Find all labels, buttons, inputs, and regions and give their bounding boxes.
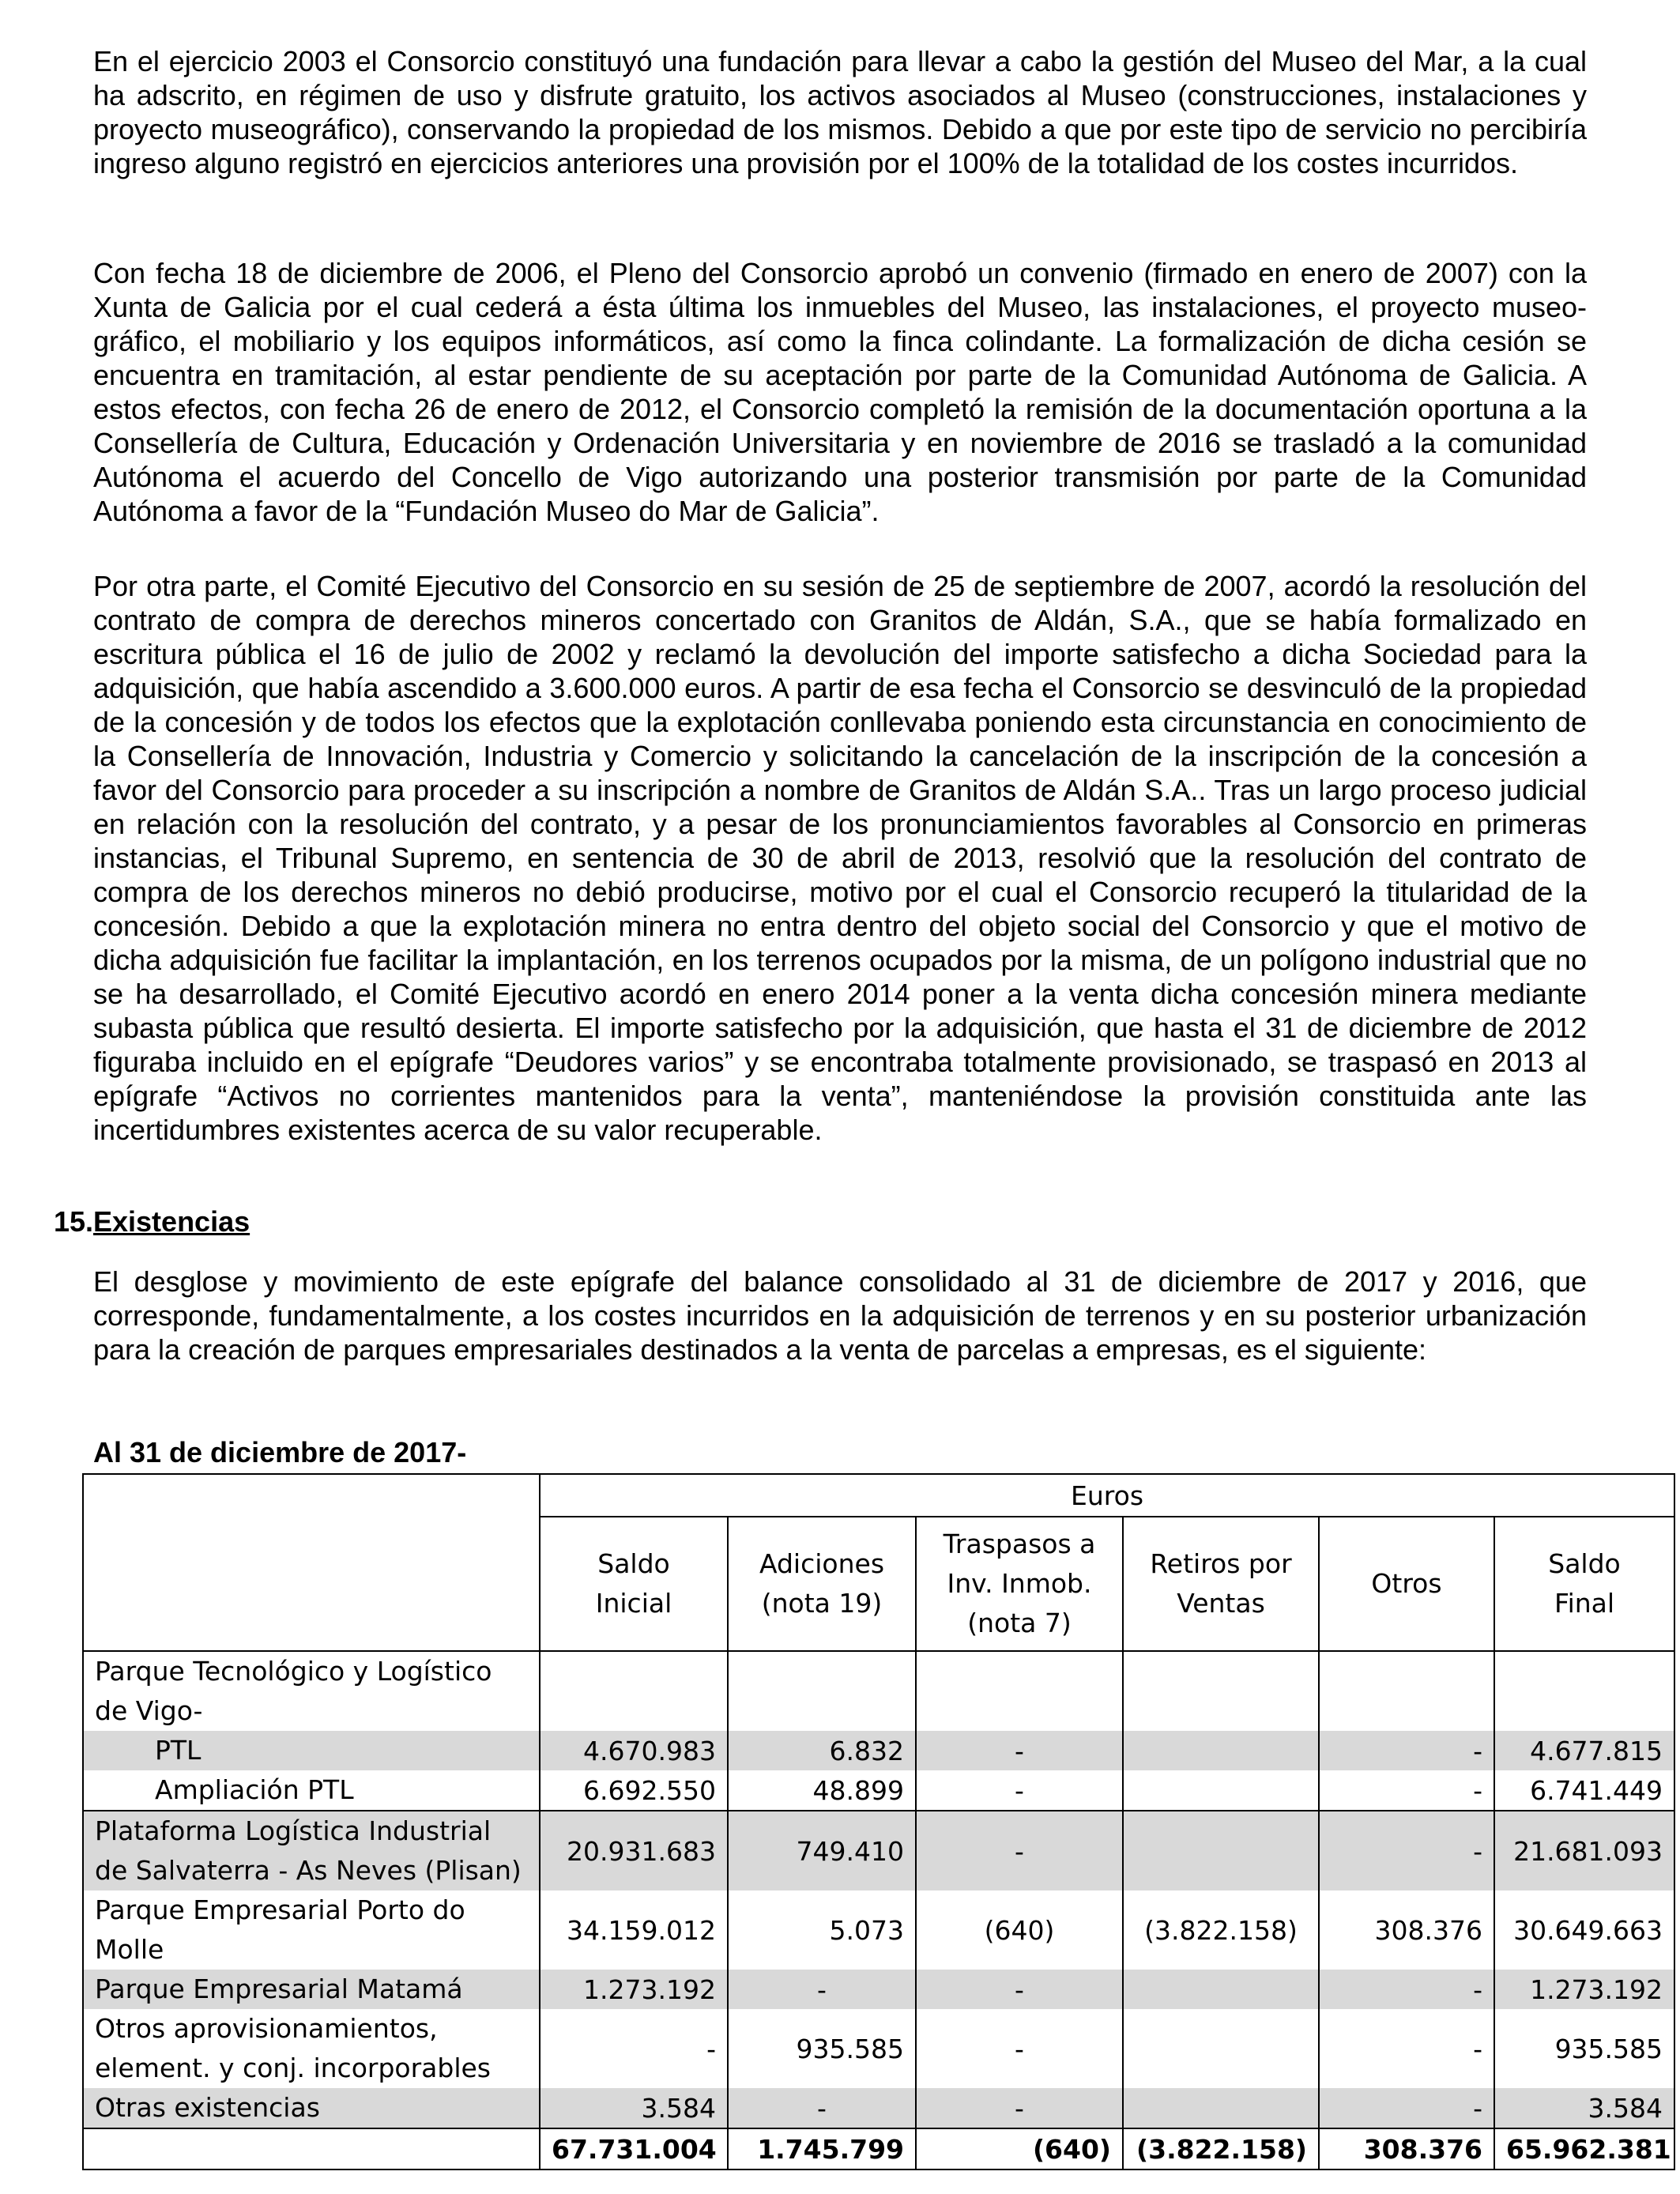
- empty-cell: [728, 1651, 916, 1731]
- row-label: PTL: [83, 1731, 540, 1770]
- table-row: [83, 2009, 1674, 2088]
- header-line: Traspasos a: [943, 1529, 1096, 1559]
- paragraph-convenio-xunta: Con fecha 18 de diciembre de 2006, el Pleno del Consorcio aprobó un convenio (firmado en enero de 2007) con la Xunta de Galicia por el cual cederá a ésta última los inmuebles del Museo, las instalaciones, el proyecto museo-gráfico, el mobiliario y los equipos informáticos, así como la finca colindante. La formalización de dicha cesión se encuentra en tramitación, al estar pendiente de su aceptación por parte de la Comunidad Autónoma de Galicia. A estos efectos, con fecha 26 de enero de 2012, el Consorcio completó la remisión de la documentación oportuna a la Consellería de Cultura, Educación y Ordenación Universitaria y en noviembre de 2016 se trasladó a la comunidad Autónoma el acuerdo del Concello de Vigo autorizando una posterior transmisión por parte de la Comunidad Autónoma a favor de la “Fundación Museo do Mar de Galicia”.: [93, 257, 1587, 527]
- cell-otros: -: [1319, 1770, 1494, 1811]
- table-header-currency-row: [83, 1474, 1674, 1517]
- group-label-line: de Vigo-: [95, 1695, 203, 1726]
- cell-retiros: [1123, 1731, 1319, 1770]
- total-traspasos: (640): [916, 2128, 1123, 2169]
- cell-adiciones: 5.073: [728, 1891, 916, 1970]
- cell-saldo-final: 30.649.663: [1494, 1891, 1674, 1970]
- header-line: Saldo: [597, 1548, 670, 1579]
- paragraph-derechos-mineros: Por otra parte, el Comité Ejecutivo del Consorcio en su sesión de 25 de septiembre de 2007, acordó la resolución del contrato de compra de derechos mineros concertado con Granitos de Aldán, S.A., que se había formalizado en escritura pública el 16 de julio de 2002 y reclamó la devolución del importe satisfecho a dicha Sociedad para la adquisición, que había ascendido a 3.600.000 euros. A partir de esa fecha el Consorcio se desvinculó de la propiedad de la concesión y de todos los efectos que la explotación conllevaba poniendo esta circunstancia en conocimiento de la Consellería de Innovación, Industria y Comercio y solicitando la cancelación de la inscripción de la concesión a favor del Consorcio para proceder a su inscripción a nombre de Granitos de Aldán S.A.. Tras un largo proceso judicial en relación con la resolución del contrato, y a pesar de los pronunciamientos favorables al Consorcio en primeras instancias, el Tribunal Supremo, en sentencia de 30 de abril de 2013, resolvió que la resolución del contrato de compra de los derechos mineros no debió producirse, motivo por el cual el Consorcio recuperó la titularidad de la concesión. Debido a que la explotación minera no entra dentro del objeto social del Consorcio y que el motivo de dicha adquisición fue facilitar la implantación, en los terrenos ocupados por la misma, de un polígono industrial que no se ha desarrollado, el Comité Ejecutivo acordó en enero 2014 poner a la venta dicha concesión minera mediante subasta pública que resultó desierta. El importe satisfecho por la adquisición, que hasta el 31 de diciembre de 2012 figuraba incluido en el epígrafe “Deudores varios” y se encontraba totalmente provisionado, se traspasó en 2013 al epígrafe “Activos no corrientes mantenidos para la venta”, manteniéndose la provisión constituida ante las incertidumbres existentes acerca de su valor recuperable.: [93, 570, 1587, 1146]
- empty-cell: [916, 1651, 1123, 1731]
- table-caption: Al 31 de diciembre de 2017-: [93, 1436, 467, 1468]
- header-line: Otros: [1371, 1568, 1442, 1599]
- row-label-line: Otros aprovisionamientos,: [95, 2013, 438, 2044]
- cell-retiros: [1123, 1970, 1319, 2009]
- header-line: Inicial: [595, 1588, 672, 1619]
- table-total-row: [83, 2128, 1674, 2169]
- cell-adiciones: -: [728, 2088, 916, 2128]
- row-label: Ampliación PTL: [83, 1770, 540, 1811]
- total-saldo-inicial: 67.731.004: [540, 2128, 728, 2169]
- header-line: Inv. Inmob.: [947, 1568, 1092, 1599]
- header-otros: [1319, 1517, 1494, 1651]
- header-line: (nota 19): [761, 1588, 883, 1619]
- header-saldo-final: [1494, 1517, 1674, 1651]
- total-saldo-final: 65.962.381: [1494, 2128, 1674, 2169]
- table-row: [83, 1811, 1674, 1891]
- table-corner-cell: [83, 1474, 540, 1651]
- row-label: [83, 1891, 540, 1970]
- section-number: 15.: [53, 1205, 93, 1238]
- cell-saldo-final: 4.677.815: [1494, 1731, 1674, 1770]
- header-retiros: [1123, 1517, 1319, 1651]
- cell-saldo-inicial: 20.931.683: [540, 1811, 728, 1891]
- cell-otros: -: [1319, 1970, 1494, 2009]
- cell-saldo-final: 1.273.192: [1494, 1970, 1674, 2009]
- currency-header: Euros: [540, 1474, 1674, 1517]
- cell-saldo-final: 3.584: [1494, 2088, 1674, 2128]
- cell-saldo-inicial: 1.273.192: [540, 1970, 728, 2009]
- paragraph-museo-del-mar: En el ejercicio 2003 el Consorcio constituyó una fundación para llevar a cabo la gestión del Museo del Mar, a la cual ha adscrito, en régimen de uso y disfrute gratuito, los activos asociados al Museo (construcciones, instalaciones y proyecto museográfico), conservando la propiedad de los mismos. Debido a que por este tipo de servicio no percibiría ingreso alguno registró en ejercicios anteriores una provisión por el 100% de la totalidad de los costes incurridos.: [93, 45, 1587, 179]
- cell-traspasos: (640): [916, 1891, 1123, 1970]
- cell-retiros: [1123, 1770, 1319, 1811]
- header-saldo-inicial: [540, 1517, 728, 1651]
- row-label-line: Plataforma Logística Industrial: [95, 1815, 492, 1846]
- cell-saldo-inicial: 3.584: [540, 2088, 728, 2128]
- cell-traspasos: -: [916, 1731, 1123, 1770]
- row-label: Otras existencias: [83, 2088, 540, 2128]
- cell-adiciones: 935.585: [728, 2009, 916, 2088]
- cell-traspasos: -: [916, 1770, 1123, 1811]
- cell-saldo-inicial: 6.692.550: [540, 1770, 728, 1811]
- group-label-line: Parque Tecnológico y Logístico: [95, 1656, 492, 1687]
- section-title: Existencias: [93, 1205, 250, 1238]
- row-label: [83, 1811, 540, 1891]
- existencias-table: [82, 1473, 1675, 2170]
- table-row: [83, 2088, 1674, 2128]
- table-row: [83, 1970, 1674, 2009]
- cell-otros: -: [1319, 2088, 1494, 2128]
- row-label-line: de Salvaterra - As Neves (Plisan): [95, 1855, 522, 1886]
- row-label-line: element. y conj. incorporables: [95, 2053, 491, 2083]
- header-line: (nota 7): [967, 1608, 1072, 1638]
- table-row: [83, 1770, 1674, 1811]
- empty-cell: [1319, 1651, 1494, 1731]
- header-line: Retiros por: [1150, 1548, 1292, 1579]
- table-row: [83, 1731, 1674, 1770]
- cell-otros: -: [1319, 1811, 1494, 1891]
- cell-retiros: (3.822.158): [1123, 1891, 1319, 1970]
- cell-traspasos: -: [916, 1811, 1123, 1891]
- total-retiros: (3.822.158): [1123, 2128, 1319, 2169]
- cell-adiciones: 48.899: [728, 1770, 916, 1811]
- header-adiciones: [728, 1517, 916, 1651]
- row-label: Parque Empresarial Matamá: [83, 1970, 540, 2009]
- section-heading: [24, 1205, 250, 1238]
- row-label-line: Molle: [95, 1934, 164, 1965]
- cell-otros: 308.376: [1319, 1891, 1494, 1970]
- empty-cell: [1123, 1651, 1319, 1731]
- header-traspasos: [916, 1517, 1123, 1651]
- table-row: [83, 1891, 1674, 1970]
- paragraph-desglose: El desglose y movimiento de este epígrafe del balance consolidado al 31 de diciembre de 2017 y 2016, que corresponde, fundamentalmente, a los costes incurridos en la adquisición de terrenos y en su posterior urbanización para la creación de parques empresariales destinados a la venta de parcelas a empresas, es el siguiente:: [93, 1265, 1587, 1366]
- empty-cell: [1494, 1651, 1674, 1731]
- header-line: Adiciones: [759, 1548, 885, 1579]
- header-line: Final: [1554, 1588, 1615, 1619]
- cell-saldo-inicial: 4.670.983: [540, 1731, 728, 1770]
- header-line: Saldo: [1548, 1548, 1621, 1579]
- cell-adiciones: -: [728, 1970, 916, 2009]
- header-line: Ventas: [1177, 1588, 1265, 1619]
- row-label: [83, 2009, 540, 2088]
- cell-saldo-final: 935.585: [1494, 2009, 1674, 2088]
- total-adiciones: 1.745.799: [728, 2128, 916, 2169]
- cell-retiros: [1123, 2009, 1319, 2088]
- cell-retiros: [1123, 1811, 1319, 1891]
- cell-saldo-final: 6.741.449: [1494, 1770, 1674, 1811]
- cell-traspasos: -: [916, 2088, 1123, 2128]
- cell-saldo-inicial: 34.159.012: [540, 1891, 728, 1970]
- cell-adiciones: 749.410: [728, 1811, 916, 1891]
- cell-traspasos: -: [916, 1970, 1123, 2009]
- empty-cell: [540, 1651, 728, 1731]
- cell-saldo-final: 21.681.093: [1494, 1811, 1674, 1891]
- cell-adiciones: 6.832: [728, 1731, 916, 1770]
- total-otros: 308.376: [1319, 2128, 1494, 2169]
- row-label-line: Parque Empresarial Porto do: [95, 1894, 465, 1925]
- table-group-row: [83, 1651, 1674, 1731]
- cell-otros: -: [1319, 1731, 1494, 1770]
- total-label-cell: [83, 2128, 540, 2169]
- group-label: [83, 1651, 540, 1731]
- cell-saldo-inicial: -: [540, 2009, 728, 2088]
- cell-traspasos: -: [916, 2009, 1123, 2088]
- cell-retiros: [1123, 2088, 1319, 2128]
- cell-otros: -: [1319, 2009, 1494, 2088]
